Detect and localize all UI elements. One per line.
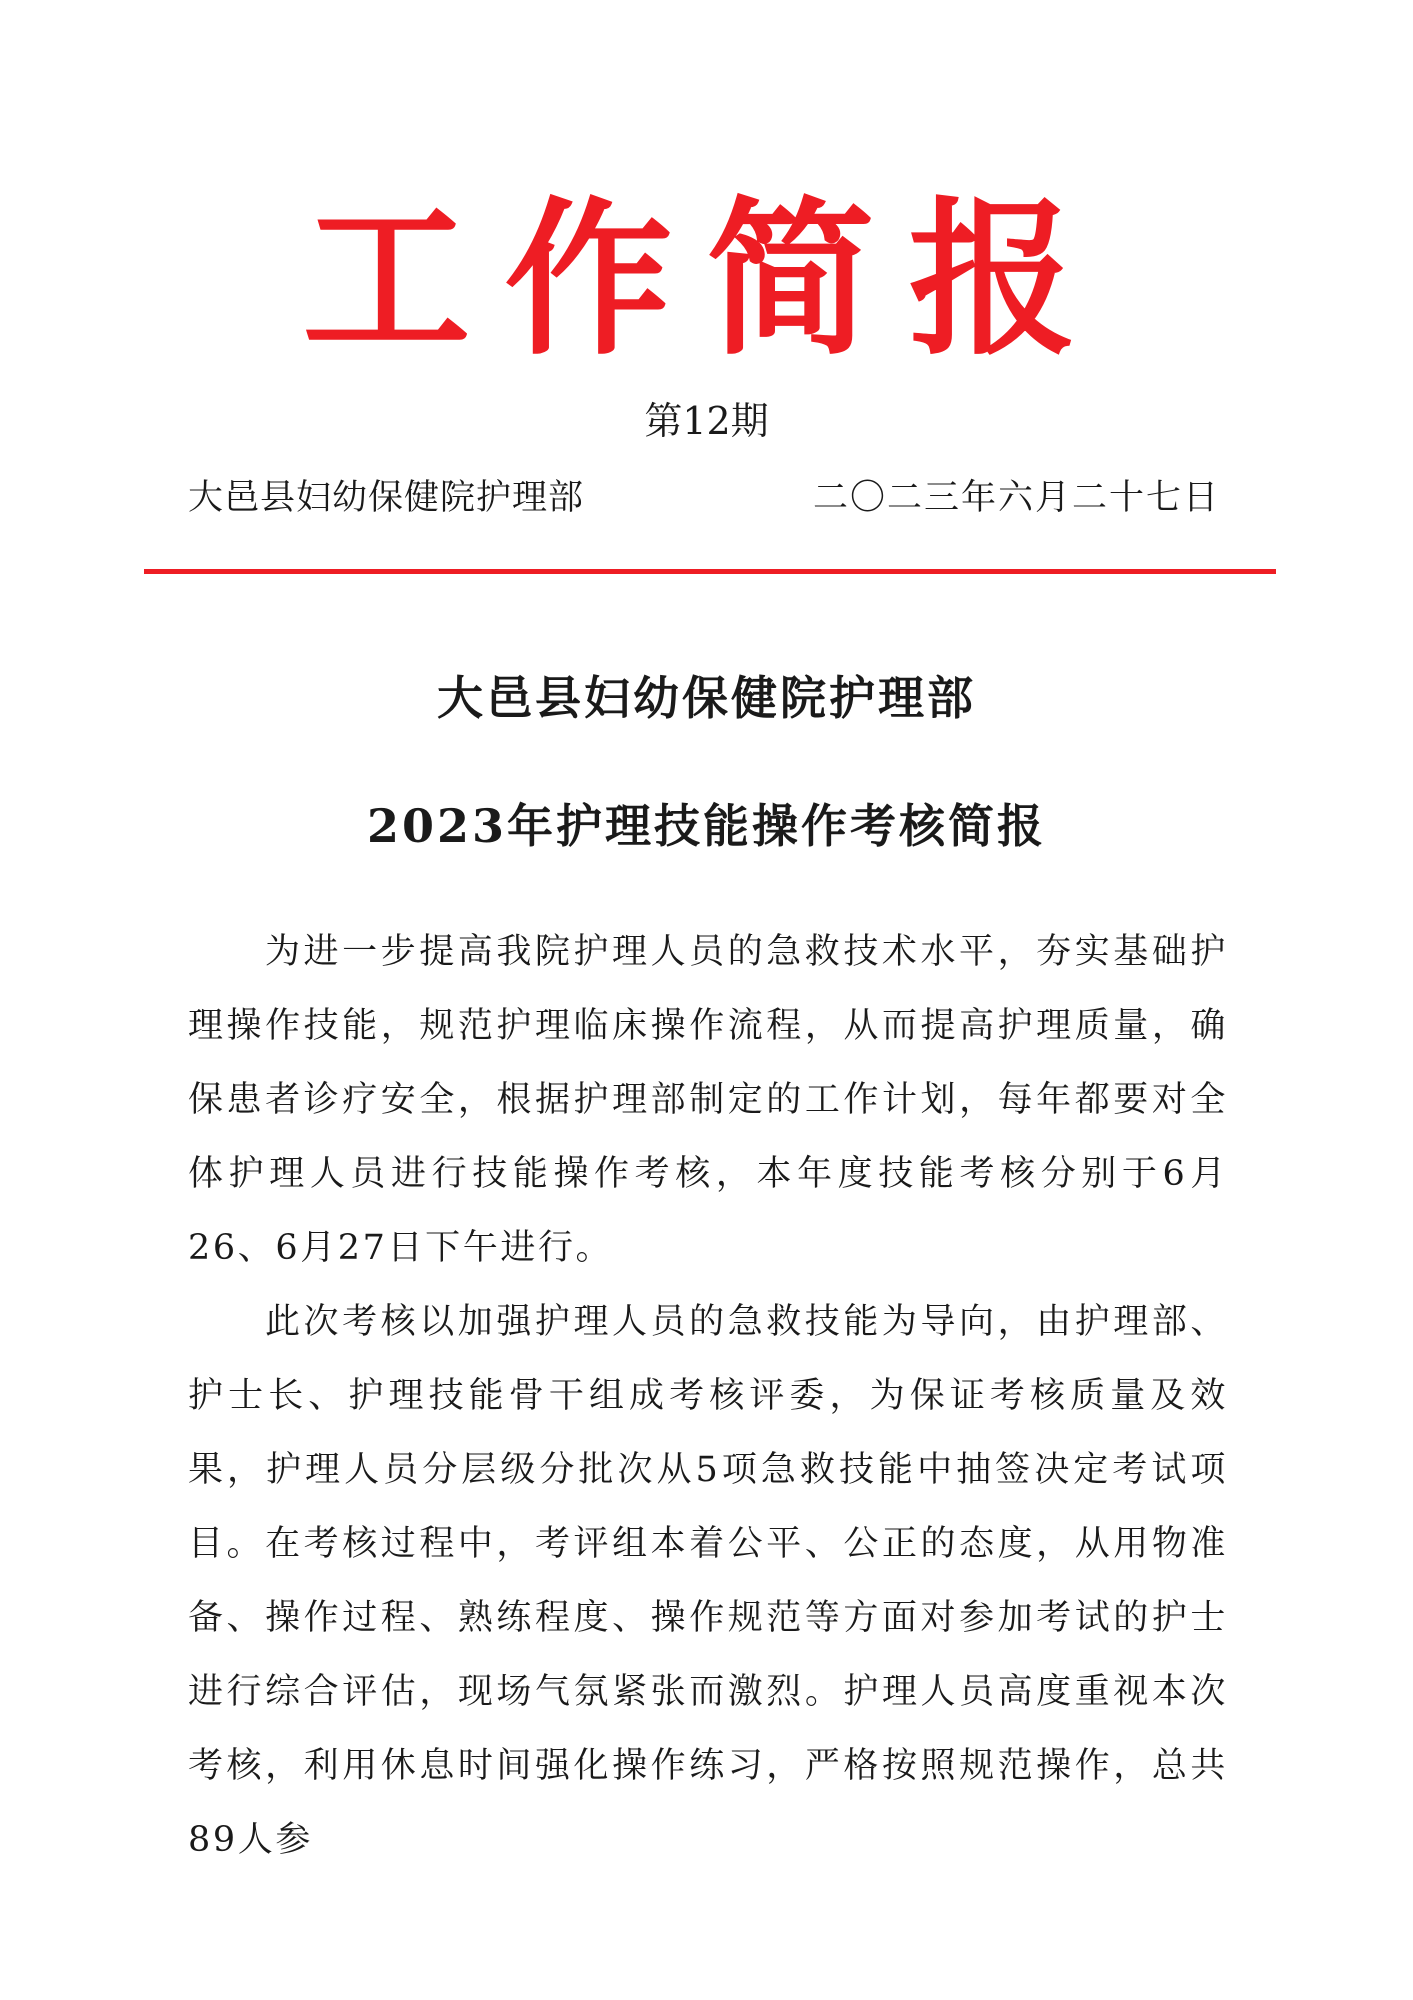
- issuing-organization: 大邑县妇幼保健院护理部: [188, 478, 585, 518]
- masthead-title: 工作简报: [302, 182, 1111, 378]
- paragraph-1: 为进一步提高我院护理人员的急救技术水平，夯实基础护理操作技能，规范护理临床操作流程，从而提高护理质量，确保患者诊疗安全，根据护理部制定的工作计划，每年都要对全体护理人员进行技能操作考核，本年度技能考核分别于6月26、6月27日下午进行。: [188, 932, 1228, 1268]
- issue-number: 第12期: [644, 399, 769, 443]
- article-title-line-2: 2023年护理技能操作考核简报: [366, 799, 1047, 853]
- red-divider-rule: [144, 569, 1276, 574]
- article-title-line-1: 大邑县妇幼保健院护理部: [437, 671, 976, 725]
- issue-date: 二〇二三年六月二十七日: [812, 478, 1220, 518]
- article-body: [188, 915, 1228, 1877]
- paragraph-2: 此次考核以加强护理人员的急救技能为导向，由护理部、护士长、护理技能骨干组成考核评委，为保证考核质量及效果，护理人员分层级分批次从5项急救技能中抽签决定考试项目。在考核过程中，考评组本着公平、公正的态度，从用物准备、操作过程、熟练程度、操作规范等方面对参加考试的护士进行综合评估，现场气氛紧张而激烈。护理人员高度重视本次考核，利用休息时间强化操作练习，严格按照规范操作，总共89人参: [188, 1302, 1228, 1860]
